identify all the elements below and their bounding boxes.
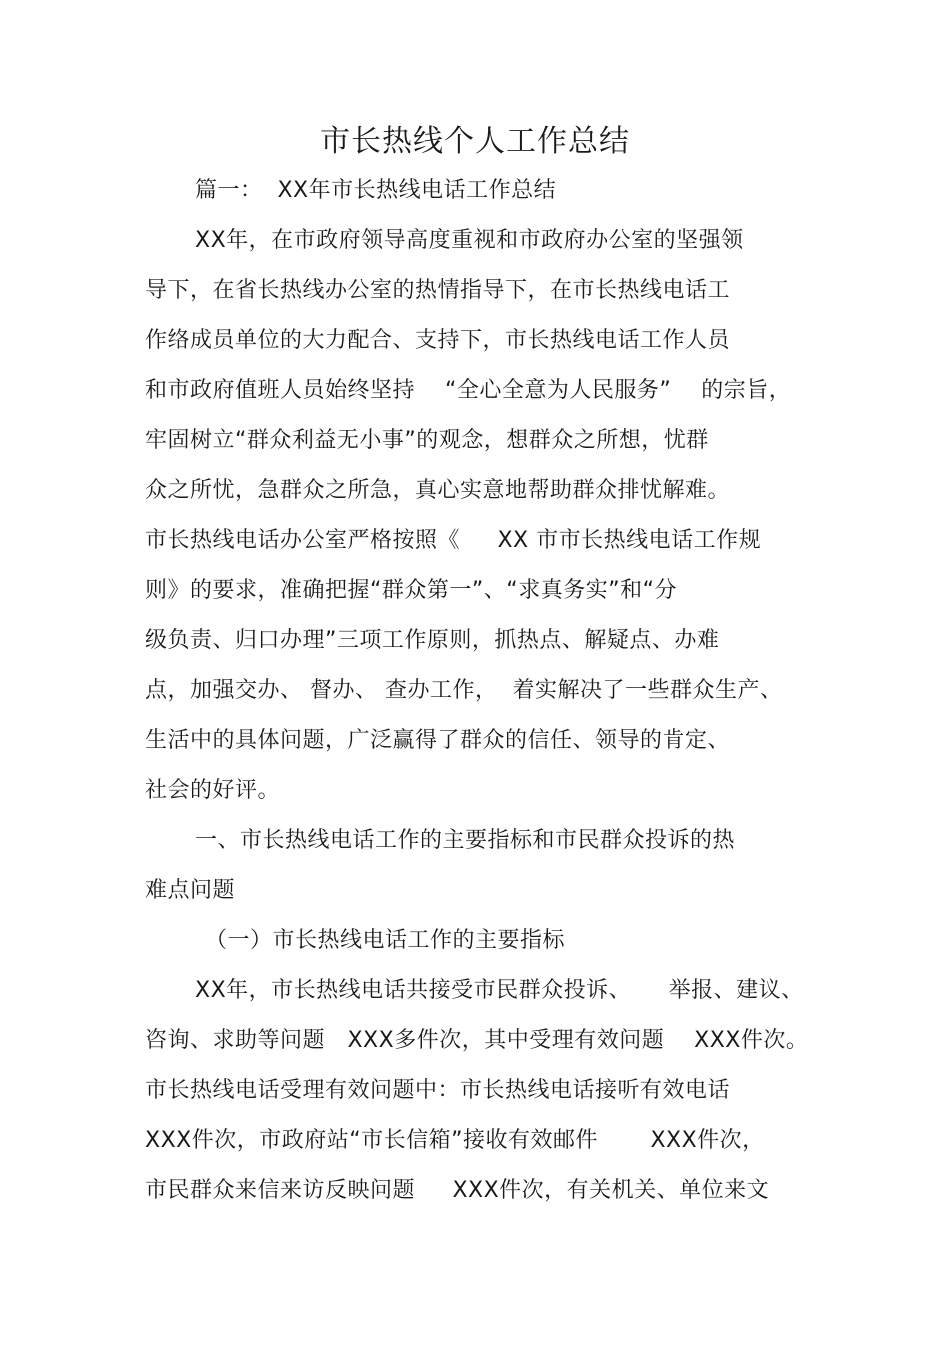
paragraph-line: 点，加强交办、 督办、 查办工作， 着实解决了一些群众生产、 [145,678,783,703]
paragraph-line: 市长热线电话受理有效问题中：市长热线电话接听有效电话 [145,1078,731,1103]
paragraph-line: 则》的要求，准确把握“群众第一”、“求真务实”和“分 [145,578,677,603]
paragraph-line: XX年，在市政府领导高度重视和市政府办公室的坚强领 [195,228,744,253]
paragraph-line: 社会的好评。 [145,778,281,803]
paragraph-line: 市长热线电话办公室严格按照《 XX 市市长热线电话工作规 [145,528,762,553]
paragraph-line: 作络成员单位的大力配合、支持下，市长热线电话工作人员 [145,328,731,353]
paragraph-line: XXX件次，市政府站“市长信箱”接收有效邮件 XXX件次， [145,1128,765,1153]
section-heading: 难点问题 [145,878,236,903]
page-title: 市长热线个人工作总结 [320,124,630,159]
paragraph-line: 市民群众来信来访反映问题 XXX件次，有关机关、单位来文 [145,1178,770,1203]
paragraph-line: XX年，市长热线电话共接受市民群众投诉、 举报、建议、 [195,978,804,1003]
section-heading: 篇一： XX年市长热线电话工作总结 [195,178,557,203]
paragraph-line: 咨询、求助等问题 XXX多件次，其中受理有效问题 XXX件次。 [145,1028,809,1053]
paragraph-line: 牢固树立“群众利益无小事”的观念，想群众之所想，忧群 [145,428,709,453]
paragraph-line: 众之所忧，急群众之所急，真心实意地帮助群众排忧解难。 [145,478,731,503]
section-heading: 一、市长热线电话工作的主要指标和市民群众投诉的热 [195,828,736,853]
paragraph-line: 生活中的具体问题，广泛赢得了群众的信任、领导的肯定、 [145,728,731,753]
paragraph-line: 级负责、归口办理”三项工作原则，抓热点、解疑点、办难 [145,628,720,653]
subsection-heading: （一）市长热线电话工作的主要指标 [205,928,566,953]
paragraph-line: 导下，在省长热线办公室的热情指导下，在市长热线电话工 [145,278,731,303]
paragraph-line: 和市政府值班人员始终坚持 “全心全意为人民服务” 的宗旨， [145,378,792,403]
